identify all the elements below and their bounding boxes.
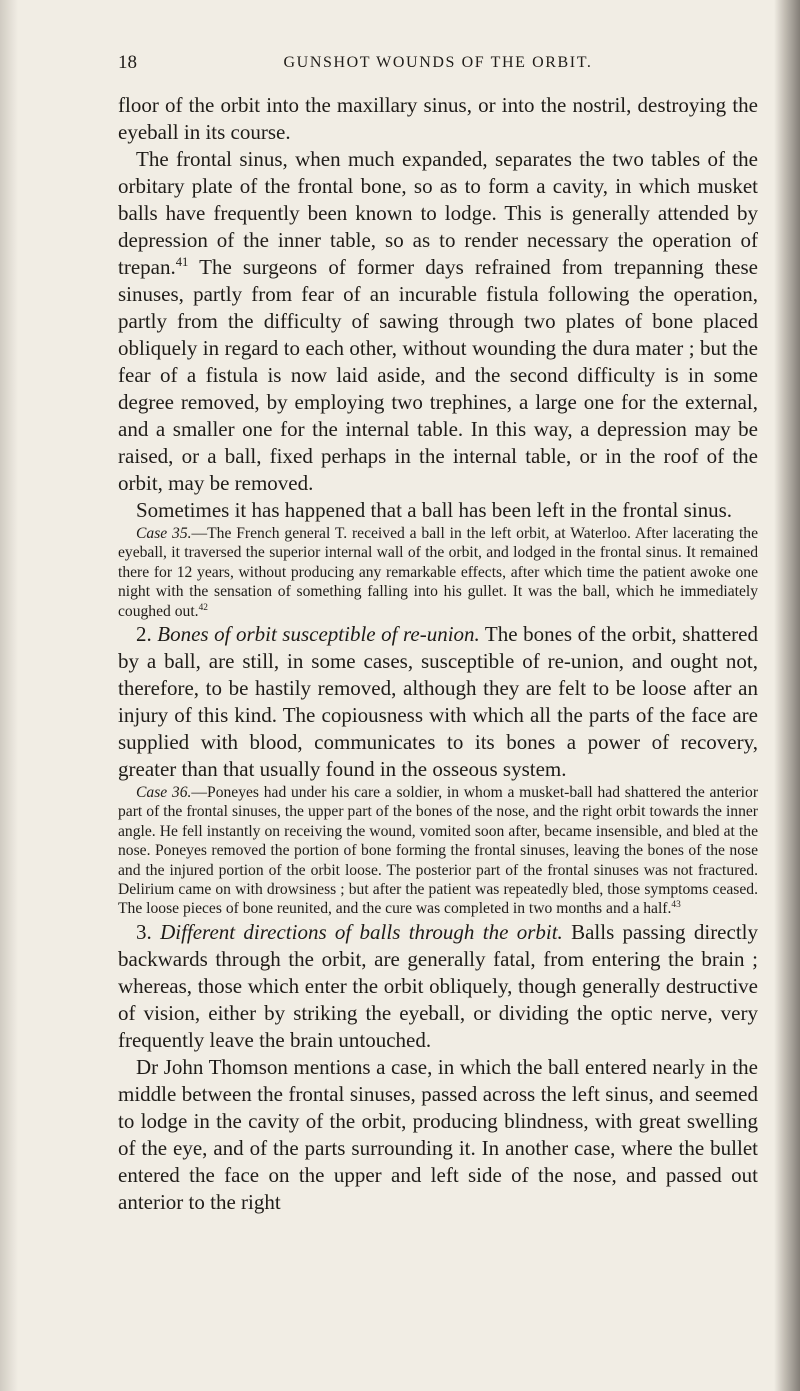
- footnote-ref: 42: [198, 602, 208, 613]
- paragraph-frontal-sinus: [118, 146, 758, 497]
- paragraph-text: The frontal sinus, when much expanded, separates the two tables of the orbitary plate of the frontal bone, so as to form a cavity, in which musket balls have frequently been known to lodge. This is generally attended by depression of the inner table, so as to render necessary the operation of trepan.: [118, 147, 758, 279]
- footnote-ref: 41: [175, 255, 189, 269]
- paragraph-text: The surgeons of former days refrained from trepanning these sinuses, partly from fear of an incurable fistula following the operation, partly from the difficulty of sawing through two plates of bone placed obliquely in regard to each other, without wounding the dura mater ; but the fear of a fistula is now laid aside, and the second difficulty is in some degree removed, by employing two trephines, a large one for the external, and a smaller one for the internal table. In this way, a depression may be raised, or a ball, fixed perhaps in the internal table, or in the roof of the orbit, may be removed.: [118, 255, 758, 495]
- section-heading: Bones of orbit susceptible of re-union.: [157, 622, 480, 647]
- page-number: 18: [118, 52, 137, 73]
- section-number: 3.: [136, 919, 152, 944]
- section-heading: Different directions of balls through the orbit.: [160, 919, 563, 944]
- section-number: 2.: [136, 622, 152, 647]
- section-3: [118, 919, 758, 1054]
- case-text: —The French general T. received a ball in the left orbit, at Waterloo. After lacerating the eyeball, it traversed the superior internal wall of the orbit, and lodged in the frontal sinus. It remained there for 12 years, without producing any remarkable effects, after which time the patient awoke one night with the sensation of something falling into his gullet. It was the ball, which he immediately coughed out.: [118, 525, 759, 620]
- paragraph-ball-left: [118, 497, 758, 524]
- page-shadow-right: [774, 0, 800, 1391]
- footnote-ref: 43: [671, 900, 681, 911]
- book-page: [118, 52, 758, 1216]
- case-text: —Poneyes had under his care a soldier, in whom a musket-ball had shattered the anterior part of the frontal sinuses, the upper part of the bones of the nose, and the right orbit towards the inner angle. He fell instantly on receiving the wound, vomited soon after, became insensible, and bled at the nose. Poneyes removed the portion of bone forming the frontal sinuses, leaving the bones of the nose and the injured portion of the orbit loose. The posterior part of the frontal sinuses was not fractured. Delirium came on with drowsiness ; but after the patient was repeatedly bled, those symptoms ceased. The loose pieces of bone reunited, and the cure was completed in two months and a half.: [118, 784, 759, 918]
- section-text: Balls passing directly backwards through the orbit, are generally fatal, from entering the brain ; whereas, those which enter the orbit obliquely, though generally destructive of vision, either by striking the eyeball, or dividing the optic nerve, very frequently leave the brain untouched.: [118, 919, 758, 1052]
- case-35: [118, 524, 758, 621]
- section-text: The bones of the orbit, shattered by a ball, are still, in some cases, susceptible of re-union, and ought not, therefore, to be hastily removed, although they are felt to be loose after an injury of this kind. The copiousness with which all the parts of the face are supplied with blood, communicates to its bones a power of recovery, greater than that usually found in the osseous system.: [118, 622, 758, 782]
- paragraph-thomson: [118, 1054, 758, 1216]
- section-2: [118, 621, 758, 783]
- case-label: Case 36.: [136, 784, 192, 802]
- page-shadow-left: [0, 0, 18, 1391]
- paragraph-continued: [118, 92, 758, 146]
- paragraph-text: Sometimes it has happened that a ball has been left in the frontal sinus.: [136, 498, 733, 522]
- paragraph-text: Dr John Thomson mentions a case, in which the ball entered nearly in the middle between the frontal sinuses, passed across the left sinus, and seemed to lodge in the cavity of the orbit, producing blindness, with great swelling of the eye, and of the parts surrounding it. In another case, where the bullet entered the face on the upper and left side of the nose, and passed out anterior to the right: [118, 1054, 758, 1214]
- paragraph-text: floor of the orbit into the maxillary sinus, or into the nostril, destroying the eyeball in its course.: [118, 93, 758, 144]
- running-head: GUNSHOT WOUNDS OF THE ORBIT.: [283, 54, 593, 71]
- case-label: Case 35.: [136, 525, 192, 542]
- case-36: [118, 783, 758, 919]
- page-header: [118, 52, 758, 92]
